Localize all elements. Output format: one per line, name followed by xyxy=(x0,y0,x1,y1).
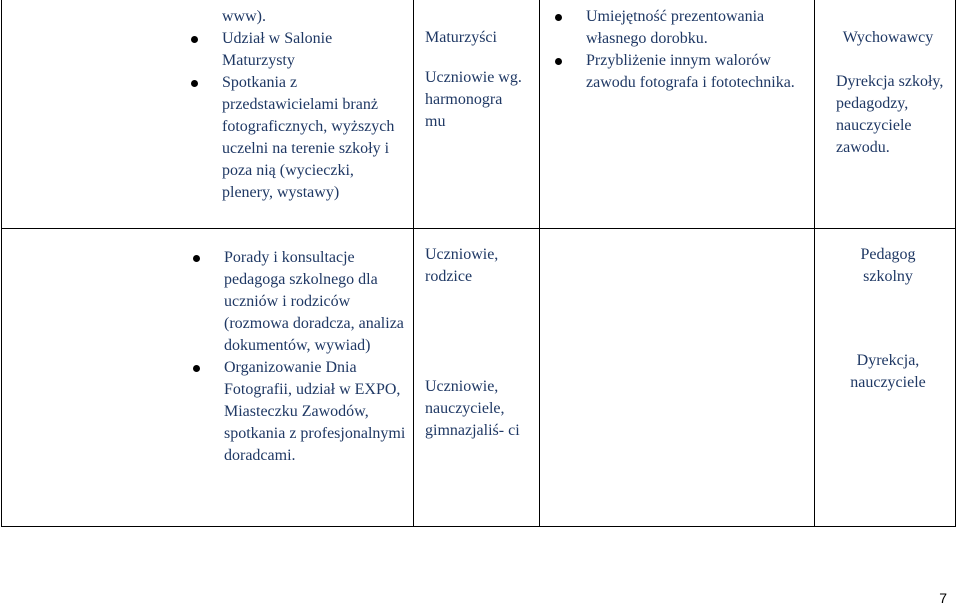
list-item xyxy=(224,247,408,357)
list-item-text: Udział w Salonie Maturzysty xyxy=(222,30,333,69)
bullet-icon xyxy=(193,255,200,262)
bullet-icon xyxy=(193,365,200,372)
list-item-text: Porady i konsultacje pedagoga szkolnego dla uczniów i rodziców (rozmowa doradcza, analiza dokumentów, wywiad) xyxy=(224,249,404,354)
list-item-text: Umiejętność prezentowania własnego dorobku. xyxy=(586,8,765,47)
row2-col2-b: Uczniowie, nauczyciele, gimnazjaliś- ci xyxy=(425,378,520,439)
page-number: 7 xyxy=(939,590,947,606)
list-item-text: Spotkania z przedstawicielami branż fotograficznych, wyższych uczelni na terenie szkoły i poza nią (wycieczki, plenery, wystawy) xyxy=(222,74,395,201)
list-item xyxy=(222,72,408,204)
row1-col1-cell xyxy=(222,6,408,204)
row1-col4-cell-b xyxy=(836,71,948,159)
row1-col4-cell xyxy=(824,27,952,49)
row1-col4-b: Dyrekcja szkoły, pedagodzy, nauczyciele zawodu. xyxy=(836,73,944,156)
row1-col4-a: Wychowawcy xyxy=(842,29,934,46)
list-item-text: Przybliżenie innym walorów zawodu fotografa i fototechnika. xyxy=(586,52,795,91)
row1-col3-cell xyxy=(586,6,810,94)
row2-col2-a: Uczniowie, rodzice xyxy=(425,246,499,285)
bullet-icon xyxy=(555,14,562,21)
bullet-icon xyxy=(555,58,562,65)
row1-col2-b: Uczniowie wg. harmonogra mu xyxy=(425,69,522,130)
row2-col4-a: Pedagog szkolny xyxy=(860,246,916,285)
list-item xyxy=(224,357,408,467)
row1-goals-list xyxy=(586,6,810,94)
list-item xyxy=(586,6,810,50)
bullet-icon xyxy=(191,80,198,87)
row1-col2-a: Maturzyści xyxy=(425,29,497,46)
row1-intro-text: www). xyxy=(222,8,266,25)
bullet-icon xyxy=(191,36,198,43)
list-item xyxy=(222,28,408,72)
row2-col4-b: Dyrekcja, nauczyciele xyxy=(850,352,926,391)
row2-col1-cell xyxy=(224,247,408,467)
row2-col4-cell xyxy=(824,244,952,394)
row2-activity-list xyxy=(224,247,408,467)
row1-col2-cell xyxy=(425,27,533,133)
row2-col2-cell xyxy=(425,244,533,442)
list-item xyxy=(586,50,810,94)
list-item-text: Organizowanie Dnia Fotografii, udział w EXPO, Miasteczku Zawodów, spotkania z profesjonalnymi doradcami. xyxy=(224,359,406,464)
row1-activity-list xyxy=(222,28,408,204)
